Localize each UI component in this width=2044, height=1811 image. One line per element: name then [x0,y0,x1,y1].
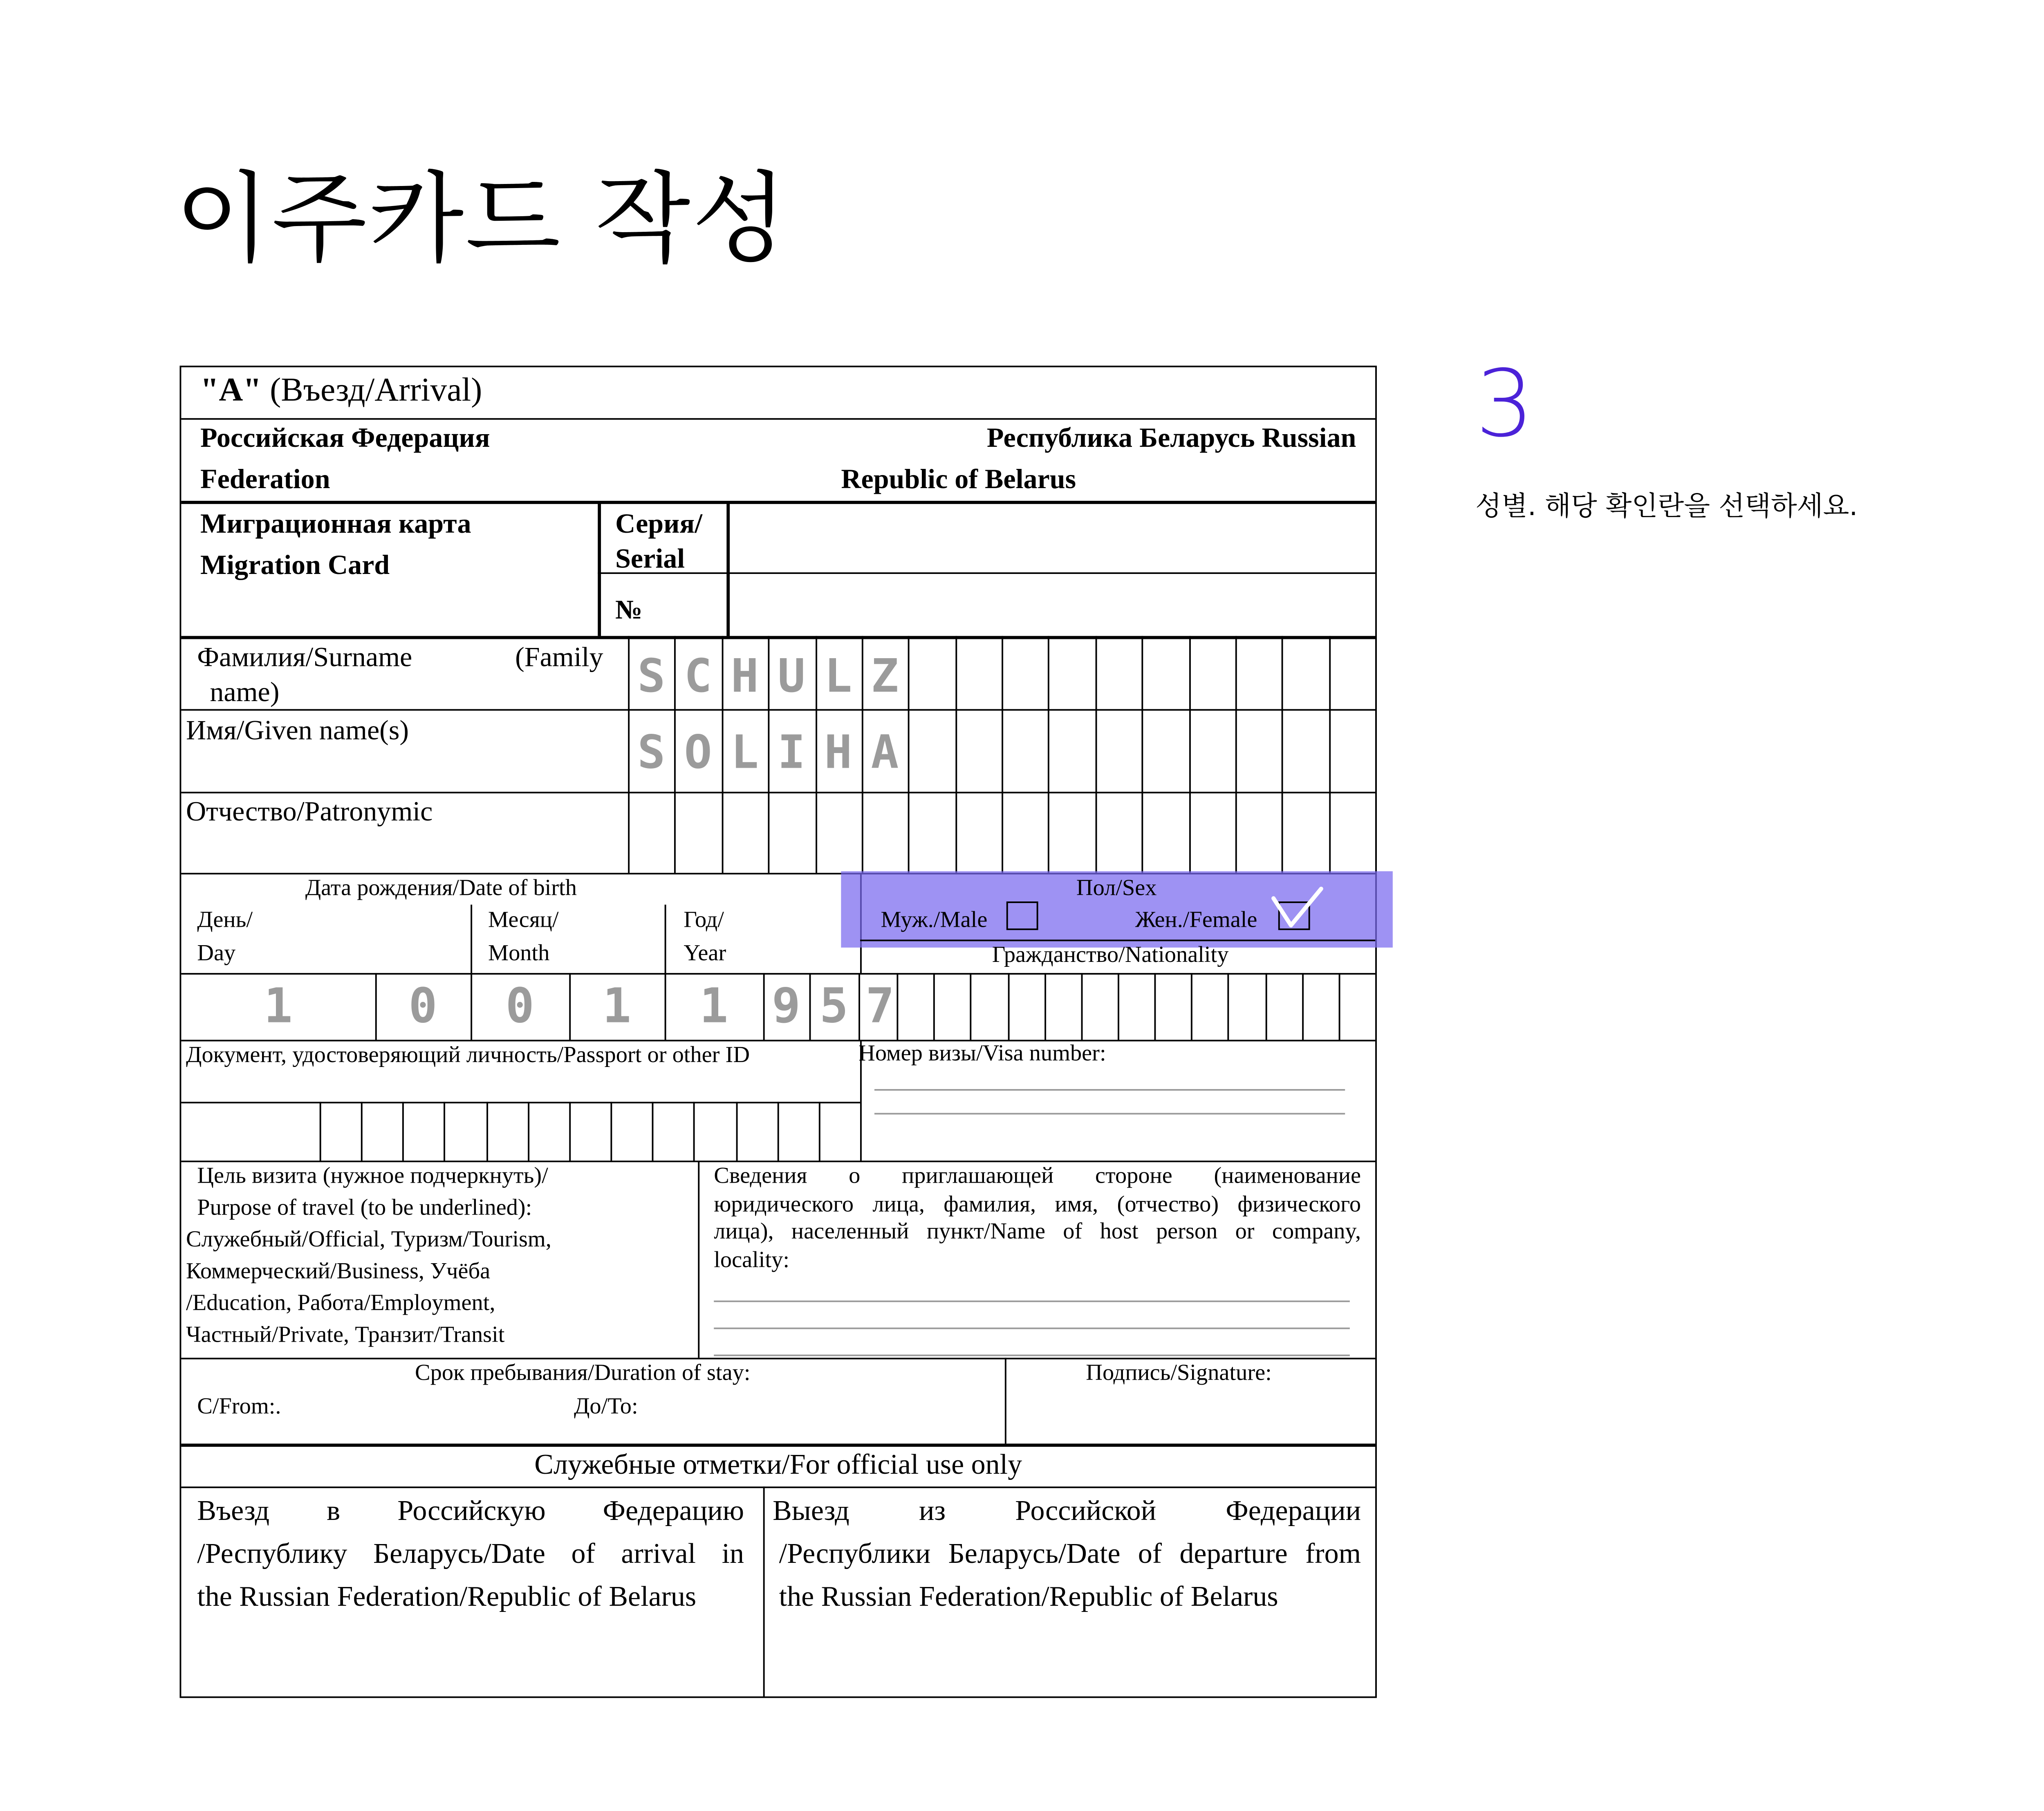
step-instruction: 성별. 해당 확인란을 선택하세요. [1475,491,1858,523]
given-name-char: A [871,725,899,779]
grid-line [486,1102,488,1161]
card-title-en: Migration Card [200,548,390,581]
sex-label: Пол/Sex [1076,876,1157,902]
visa-number-field[interactable] [865,1070,1371,1156]
grid-line [908,636,910,873]
grid-line [611,1102,612,1161]
arrival-line: the Russian Federation/Republic of Belarus [197,1580,697,1612]
grid-line [1265,973,1266,1040]
day-label: День/ [197,908,253,933]
purpose-line: Цель визита (нужное подчеркнуть)/ [197,1163,548,1190]
departure-line: the Russian Federation/Republic of Belarus [779,1580,1278,1612]
surname-char: Z [871,648,899,703]
grid-line [1118,973,1119,1040]
from-label: С/From:. [197,1394,281,1420]
dob-label: Дата рождения/Date of birth [305,876,577,902]
grid-line [1375,636,1377,873]
grid-line [1228,973,1230,1040]
purpose-line: Purpose of travel (to be underlined): [197,1195,532,1221]
year-label-en: Year [684,941,726,967]
surname-label: Фамилия/Surname [197,641,412,673]
given-name-char: S [637,725,666,779]
grid-line [1191,973,1193,1040]
grid-line [569,1102,571,1161]
country-by-label: Республика Беларусь Russian [986,421,1356,453]
card-title: Миграционная карта [200,507,471,539]
host-field[interactable] [706,1286,1371,1356]
host-line: юридического лица, фамилия, имя, (отчество) физического [714,1191,1361,1217]
dob-digit: 1 [602,979,632,1035]
official-use-label: Служебные отметки/For official use only [534,1448,1022,1480]
grid-line [1044,973,1046,1040]
purpose-line: /Education, Работа/Employment, [186,1291,495,1317]
grid-line [694,1102,695,1161]
grid-line [1048,636,1050,873]
arrival-header: "A" (Въезд/Arrival) [200,370,482,409]
surname-char: S [637,648,666,703]
host-line: Сведения о приглашающей стороне (наименование [714,1163,1361,1190]
dob-digit: 7 [865,979,894,1035]
grid-line [1142,636,1143,873]
country-ru-label: Российская Федерация [200,421,490,453]
given-name-char: L [731,725,759,779]
purpose-line: Служебный/Official, Туризм/Tourism, [186,1227,551,1253]
grid-line [970,973,972,1040]
surname-char: U [778,648,806,703]
surname-char: H [731,648,759,703]
host-line: locality: [714,1247,789,1273]
grid-line [403,1102,404,1161]
grid-line [955,636,957,873]
signature-label: Подпись/Signature: [1086,1361,1272,1387]
document-label: Документ, удостоверяющий личность/Passport or other ID [186,1043,750,1069]
departure-line: /Республики Беларусь/Date of departure from [779,1537,1361,1569]
male-checkbox[interactable] [1006,901,1038,930]
male-label: Муж./Male [881,908,988,933]
serial-label: Серия/ [615,507,703,539]
month-label-en: Month [488,941,550,967]
grid-line [444,1102,446,1161]
host-line: лица), населенный пункт/Name of host person or company, [714,1219,1361,1245]
dob-digit: 1 [264,979,293,1035]
nationality-label: Гражданство/Nationality [992,943,1229,968]
day-label-en: Day [197,941,236,967]
surname-char: C [684,648,712,703]
given-name-char: H [824,725,852,779]
grid-line [1235,636,1237,873]
visa-label: Номер визы/Visa number: [858,1041,1106,1067]
grid-line [1095,636,1097,873]
grid-line [777,1102,779,1161]
country-by-label-2: Republic of Belarus [841,462,1076,495]
female-label: Жен./Female [1135,908,1257,933]
checkmark-icon [1269,884,1326,935]
purpose-line: Частный/Private, Транзит/Transit [186,1322,505,1348]
given-name-label: Имя/Given name(s) [186,714,409,746]
grid-line [1302,973,1303,1040]
grid-line [1329,636,1330,873]
grid-line [1007,973,1009,1040]
given-name-char: O [684,725,712,779]
number-label: № [615,594,643,625]
arrival-line: /Республику Беларусь/Date of arrival in [197,1537,744,1569]
grid-line [1188,636,1190,873]
dob-digit: 0 [408,979,437,1035]
year-label: Год/ [684,908,724,933]
arrival-line: Въезд в Российскую Федерацию [197,1494,744,1526]
departure-line: Выезд из Российской Федерации [773,1494,1361,1526]
grid-line [1282,636,1284,873]
duration-label: Срок пребывания/Duration of stay: [415,1361,751,1387]
serial-field[interactable] [731,507,1372,571]
grid-line [361,1102,363,1161]
number-field[interactable] [731,576,1372,634]
grid-line [527,1102,529,1161]
step-number: 3 [1475,350,1534,458]
grid-line [1338,973,1340,1040]
patronymic-label: Отчество/Patronymic [186,795,433,827]
from-field[interactable] [293,1388,563,1423]
to-label: До/To: [574,1394,638,1420]
migration-card-form [179,365,1376,1698]
grid-line [1002,636,1003,873]
dob-digit: 5 [819,979,848,1035]
grid-line [1154,973,1156,1040]
surname-char: L [824,648,852,703]
grid-line [934,973,935,1040]
country-ru-label-2: Federation [200,462,330,495]
given-name-char: I [778,725,806,779]
page-title: 이주카드 작성 [175,160,789,277]
grid-line [652,1102,654,1161]
month-label: Месяц/ [488,908,559,933]
grid-line [320,1102,321,1161]
surname-label-name: name) [210,675,280,708]
grid-line [897,973,899,1040]
grid-line [818,1102,820,1161]
serial-label-en: Serial [615,542,685,574]
purpose-line: Коммерческий/Business, Учёба [186,1259,491,1285]
grid-line [1081,973,1083,1040]
dob-digit: 1 [699,979,728,1035]
signature-field[interactable] [1011,1393,1370,1441]
to-field[interactable] [650,1388,997,1423]
dob-digit: 9 [772,979,801,1035]
surname-family-label: (Family [515,641,603,673]
grid-line [735,1102,737,1161]
dob-digit: 0 [505,979,534,1035]
